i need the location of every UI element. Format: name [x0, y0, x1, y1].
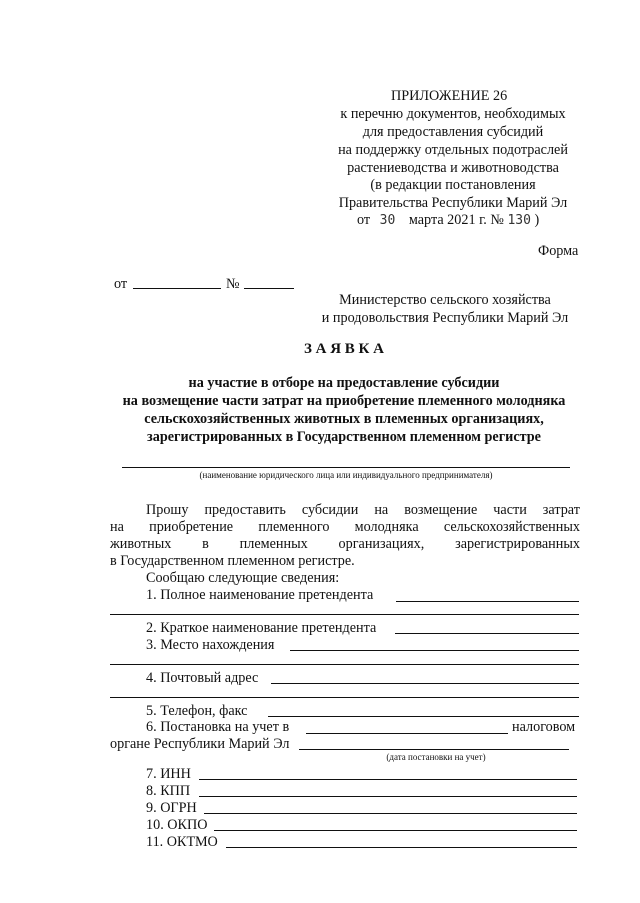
appendix-line-5: (в редакции постановления — [370, 177, 536, 193]
word: сельскохозяйственных — [443, 519, 580, 535]
addressee-line-1: Министерство сельского хозяйства — [339, 292, 551, 308]
applicant-name-caption: (наименование юридического лица или индивидуального предпринимателя) — [199, 470, 493, 480]
field-1-input[interactable] — [396, 601, 579, 602]
word: животных — [110, 536, 172, 552]
field-2-label: 2. Краткое наименование претендента — [146, 620, 377, 636]
field-6-label: 6. Постановка на учет в — [146, 719, 290, 735]
field-3-label: 3. Место нахождения — [146, 637, 275, 653]
subtitle-line-2: на возмещение части затрат на приобретение племенного молодняка — [122, 393, 566, 409]
applicant-name-field[interactable] — [122, 467, 570, 468]
ref-number-label: № — [226, 276, 240, 292]
addressee-line-2: и продовольствия Республики Марий Эл — [321, 310, 569, 326]
word: возмещение — [404, 502, 478, 518]
date-prefix: от — [357, 212, 371, 228]
appendix-title: ПРИЛОЖЕНИЕ 26 — [391, 88, 508, 104]
field-9-label: 9. ОГРН — [146, 800, 197, 816]
appendix-line-2: для предоставления субсидий — [362, 124, 544, 140]
word: зарегистрированных — [455, 536, 580, 552]
request-line-3 — [110, 536, 580, 554]
request-line-4: в Государственном племенном регистре. — [110, 553, 355, 569]
word: в — [202, 536, 209, 552]
ref-date-field[interactable] — [133, 288, 221, 289]
field-10-label: 10. ОКПО — [146, 817, 208, 833]
field-6-date-input[interactable] — [306, 733, 508, 734]
field-6-label-end: налоговом — [512, 719, 576, 735]
document-title: З А Я В К А — [303, 341, 385, 357]
field-11-input[interactable] — [226, 847, 577, 848]
date-suffix: ) — [534, 212, 540, 228]
word: затрат — [542, 502, 580, 518]
ref-from-label: от — [114, 276, 128, 292]
subtitle-line-3: сельскохозяйственных животных в племенных организациях, — [144, 411, 544, 427]
field-7-input[interactable] — [199, 779, 577, 780]
appendix-line-6: Правительства Республики Марий Эл — [338, 195, 568, 211]
field-10-input[interactable] — [214, 830, 577, 831]
field-7-label: 7. ИНН — [146, 766, 191, 782]
info-intro: Сообщаю следующие сведения: — [146, 570, 340, 586]
date-number: 130 — [507, 213, 531, 228]
field-1-input-cont[interactable] — [110, 614, 579, 615]
word: племенных — [239, 536, 308, 552]
request-line-1 — [146, 502, 580, 520]
word: приобретение — [149, 519, 234, 535]
field-8-input[interactable] — [199, 796, 577, 797]
field-8-label: 8. КПП — [146, 783, 191, 799]
field-6-input-cont[interactable] — [299, 749, 569, 750]
form-label: Форма — [538, 243, 579, 259]
word: на — [374, 502, 389, 518]
word: Прошу — [146, 502, 189, 518]
word: организациях, — [338, 536, 425, 552]
request-line-2 — [110, 519, 580, 537]
ref-number-field[interactable] — [244, 288, 294, 289]
word: на — [110, 519, 124, 535]
field-2-input[interactable] — [395, 633, 579, 634]
field-4-input-cont[interactable] — [110, 697, 579, 698]
field-4-label: 4. Почтовый адрес — [146, 670, 259, 686]
word: субсидии — [301, 502, 359, 518]
field-11-label: 11. ОКТМО — [146, 834, 218, 850]
appendix-line-4: растениеводства и животноводства — [347, 160, 559, 176]
word: части — [493, 502, 527, 518]
field-3-input[interactable] — [290, 650, 579, 651]
word: предоставить — [204, 502, 286, 518]
subtitle-line-4: зарегистрированных в Государственном племенном регистре — [147, 429, 541, 445]
date-day: 30 — [379, 213, 396, 228]
appendix-line-3: на поддержку отдельных подотраслей — [338, 142, 568, 158]
appendix-line-1: к перечню документов, необходимых — [340, 106, 566, 122]
field-5-label: 5. Телефон, факс — [146, 703, 248, 719]
field-4-input[interactable] — [271, 683, 579, 684]
field-6-caption: (дата постановки на учет) — [386, 752, 486, 762]
field-3-input-cont[interactable] — [110, 664, 579, 665]
field-6-label-line-2: органе Республики Марий Эл — [110, 736, 290, 752]
word: молодняка — [354, 519, 419, 535]
word: племенного — [258, 519, 330, 535]
field-1-label: 1. Полное наименование претендента — [146, 587, 374, 603]
subtitle-line-1: на участие в отборе на предоставление субсидии — [188, 375, 500, 391]
appendix-date-line — [357, 212, 539, 230]
field-5-input[interactable] — [268, 716, 579, 717]
date-rest: марта 2021 г. № — [408, 212, 504, 228]
field-9-input[interactable] — [204, 813, 577, 814]
